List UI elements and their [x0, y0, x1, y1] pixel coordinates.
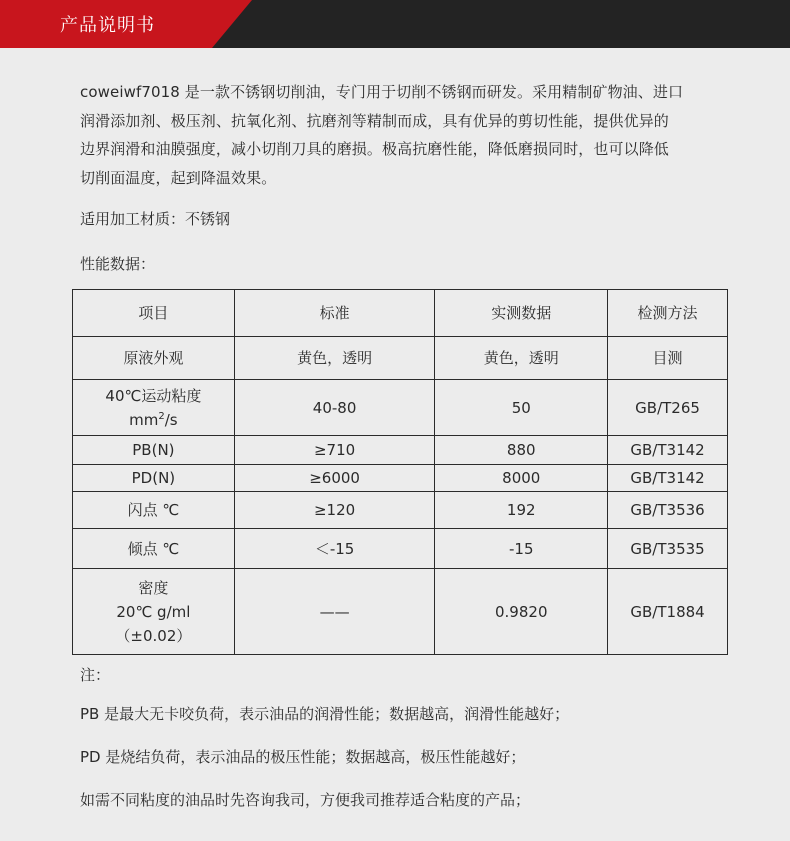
- cell-method: GB/T3536: [608, 492, 728, 529]
- performance-label: 性能数据：: [80, 255, 156, 273]
- cell-method: GB/T1884: [608, 569, 728, 655]
- table-row: [73, 436, 728, 465]
- cell-measured: 8000: [435, 465, 608, 492]
- cell-item-line: 密度: [138, 578, 169, 597]
- cell-standard: ＜-15: [234, 529, 435, 569]
- cell-item: [73, 569, 235, 655]
- cell-measured: 黄色，透明: [435, 337, 608, 380]
- cell-item: PD(N): [73, 465, 235, 492]
- unit-base: mm: [129, 410, 159, 429]
- cell-standard: 黄色，透明: [234, 337, 435, 380]
- table-row: [73, 337, 728, 380]
- cell-standard: ——: [234, 569, 435, 655]
- cell-measured: 880: [435, 436, 608, 465]
- intro-paragraph: [80, 78, 720, 192]
- material-line: 适用加工材质：不锈钢: [80, 210, 231, 228]
- cell-measured: 0.9820: [435, 569, 608, 655]
- cell-measured: 50: [435, 380, 608, 436]
- cell-method: GB/T3142: [608, 436, 728, 465]
- table-row: [73, 492, 728, 529]
- note-item: PB 是最大无卡咬负荷，表示油品的润滑性能；数据越高，润滑性能越好；: [80, 705, 570, 723]
- cell-item-line: （±0.02）: [115, 626, 192, 645]
- cell-standard: ≥6000: [234, 465, 435, 492]
- unit-sup: 2: [158, 410, 165, 422]
- cell-item-line: 40℃运动粘度: [105, 386, 202, 405]
- spec-table: [72, 289, 728, 655]
- cell-item: 倾点 ℃: [73, 529, 235, 569]
- cell-standard: ≥120: [234, 492, 435, 529]
- table-header-row: [73, 290, 728, 337]
- cell-item-unit: [73, 408, 234, 432]
- cell-item: 闪点 ℃: [73, 492, 235, 529]
- note-item: 如需不同粘度的油品时先咨询我司，方便我司推荐适合粘度的产品；: [80, 791, 531, 809]
- intro-line: 润滑添加剂、极压剂、抗氧化剂、抗磨剂等精制而成，具有优异的剪切性能，提供优异的: [80, 111, 669, 130]
- header-cell-measured: 实测数据: [435, 290, 608, 337]
- cell-item: PB(N): [73, 436, 235, 465]
- header-cell-item: 项目: [73, 290, 235, 337]
- cell-method: GB/T265: [608, 380, 728, 436]
- cell-item: 原液外观: [73, 337, 235, 380]
- cell-measured: -15: [435, 529, 608, 569]
- intro-line: 切削面温度，起到降温效果。: [80, 168, 277, 187]
- cell-item: [73, 380, 235, 436]
- intro-line: coweiwf7018 是一款不锈钢切削油，专门用于切削不锈钢而研发。采用精制矿物油、进口: [80, 83, 684, 101]
- note-item: PD 是烧结负荷，表示油品的极压性能；数据越高，极压性能越好；: [80, 748, 526, 766]
- header-cell-method: 检测方法: [608, 290, 728, 337]
- header-cell-standard: 标准: [234, 290, 435, 337]
- table-row: [73, 529, 728, 569]
- table-row: [73, 465, 728, 492]
- cell-method: GB/T3142: [608, 465, 728, 492]
- cell-measured: 192: [435, 492, 608, 529]
- page-title: 产品说明书: [60, 15, 155, 36]
- table-row: [73, 380, 728, 436]
- cell-standard: 40-80: [234, 380, 435, 436]
- unit-tail: /s: [164, 410, 178, 429]
- cell-method: 目测: [608, 337, 728, 380]
- cell-item-line: 20℃ g/ml: [116, 602, 191, 621]
- cell-standard: ≥710: [234, 436, 435, 465]
- table-row: [73, 569, 728, 655]
- notes-heading: 注：: [80, 666, 111, 684]
- intro-line: 边界润滑和油膜强度，减小切削刀具的磨损。极高抗磨性能，降低磨损同时，也可以降低: [80, 140, 669, 158]
- cell-method: GB/T3535: [608, 529, 728, 569]
